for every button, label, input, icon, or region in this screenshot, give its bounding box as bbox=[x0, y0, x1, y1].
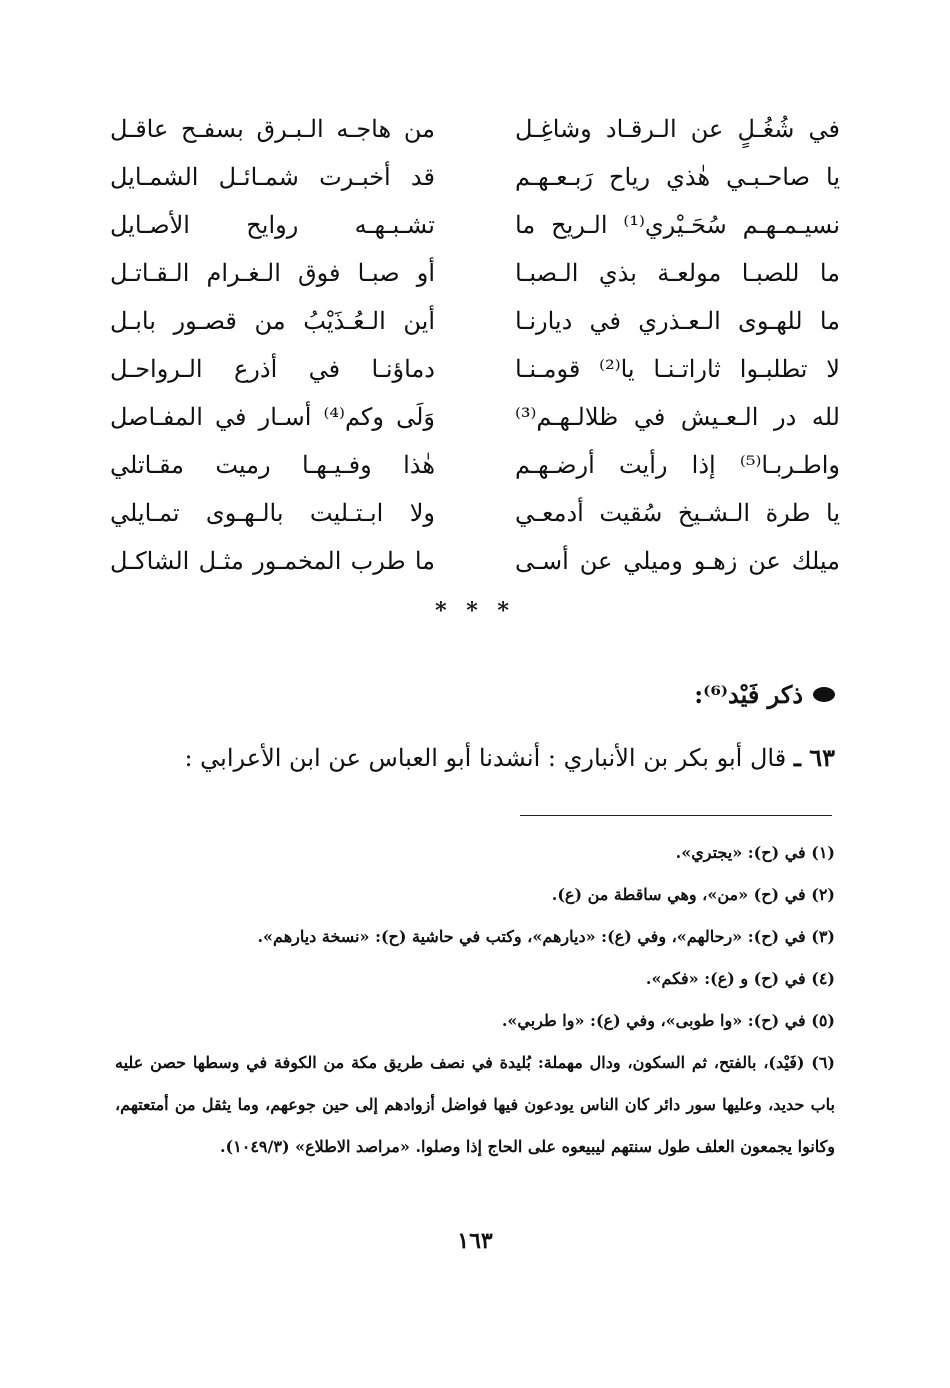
verse-line: دماؤنـا في أذرع الـرواحـل bbox=[110, 355, 435, 383]
verse-line: واطـربـا⁽⁵⁾ إذا رأيت أرضـهـم bbox=[515, 451, 840, 479]
footnote: (١) في (ح): «يجتري». bbox=[675, 843, 835, 862]
entry-text: قال أبو بكر بن الأنباري : أنشدنا أبو العباس عن ابن الأعرابي : bbox=[184, 744, 794, 772]
page-number: ١٦٣ bbox=[457, 1228, 493, 1254]
verse-line: ما للهـوى الـعـذري في ديارنـا bbox=[515, 307, 840, 335]
section-heading bbox=[694, 680, 835, 709]
heading-text: ذكر فَيْد⁽⁶⁾: bbox=[694, 680, 803, 709]
footnote: (٥) في (ح): «وا طوبى»، وفي (ع): «وا طربي». bbox=[501, 1011, 835, 1030]
poem-right-column bbox=[515, 105, 840, 585]
verse-line: نسيـمـهـم سُحَـيْري⁽¹⁾ الـريح ما bbox=[515, 211, 840, 239]
poem-block bbox=[110, 105, 840, 585]
verse-line: ميلك عن زهـو وميلي عن أسـى bbox=[515, 547, 840, 575]
verse-line: هٰذا وفـيـهـا رميت مقـاتلي bbox=[110, 451, 435, 479]
verse-line: يا طرة الـشـيخ سُقيت أدمعـي bbox=[515, 499, 840, 527]
footnote: (٢) في (ح) «من»، وهي ساقطة من (ع). bbox=[551, 885, 835, 904]
entry-paragraph bbox=[105, 738, 835, 778]
footnote-divider bbox=[520, 815, 832, 816]
verse-line: تشـبـهـه روايح الأصـايل bbox=[110, 211, 435, 239]
footnote: (٦) (فَيْد)، بالفتح، ثم السكون، ودال مهملة: بُليدة في نصف طريق مكة من الكوفة في وسطها حصن عليه باب حديد، وعليها سور دائر كان الناس يودعون فيها فواضل أزوادهم إلى حين جوعهم، وما يثقل من أمتعتهم، وكانوا يجمعون العلف طول سنتهم ليبيعوه على الحاج إذا وصلوا. «مراصد الاطلاع» (١٠٤٩/٣). bbox=[115, 1053, 835, 1156]
verse-line: لا تطلبـوا ثاراتـنـا يا⁽²⁾ قومـنـا bbox=[515, 355, 840, 383]
verse-line: يا صاحـبـي هٰذي رياح رَبـعـهـم bbox=[515, 163, 840, 191]
verse-line: ما طرب المخمـور مثـل الشاكـل bbox=[110, 547, 435, 575]
verse-line: قد أخبـرت شمـائـل الشمـايل bbox=[110, 163, 435, 191]
verse-line: في شُغُـلٍ عن الـرقـاد وشاغِـل bbox=[515, 115, 840, 143]
verse-line: أو صبـا فوق الـغـرام الـقـاتـل bbox=[110, 259, 435, 287]
verse-line: من هاجـه الـبـرق بسفـح عاقـل bbox=[110, 115, 435, 143]
footnote: (٣) في (ح): «رحالهم»، وفي (ع): «ديارهم»، وكتب في حاشية (ح): «نسخة ديارهم». bbox=[257, 927, 835, 946]
verse-line: ولا ابـتـليت بالـهـوى تمـايلي bbox=[110, 499, 435, 527]
section-separator: * * * bbox=[435, 598, 515, 624]
bullet-icon bbox=[813, 687, 835, 702]
verse-line: ما للصبـا مولعـة بذي الـصبـا bbox=[515, 259, 840, 287]
footnotes bbox=[115, 832, 835, 1168]
verse-line: وَلَى وكم⁽⁴⁾ أسـار في المفـاصل bbox=[110, 403, 435, 431]
verse-line: لله در الـعـيش في ظلالـهـم⁽³⁾ bbox=[515, 403, 840, 431]
verse-line: أين الـعُـذَيْبُ من قصـور بابـل bbox=[110, 307, 435, 335]
entry-number: ٦٣ ـ bbox=[793, 743, 835, 772]
footnote: (٤) في (ح) و (ع): «فكم». bbox=[645, 969, 835, 988]
poem-left-column bbox=[110, 105, 435, 585]
